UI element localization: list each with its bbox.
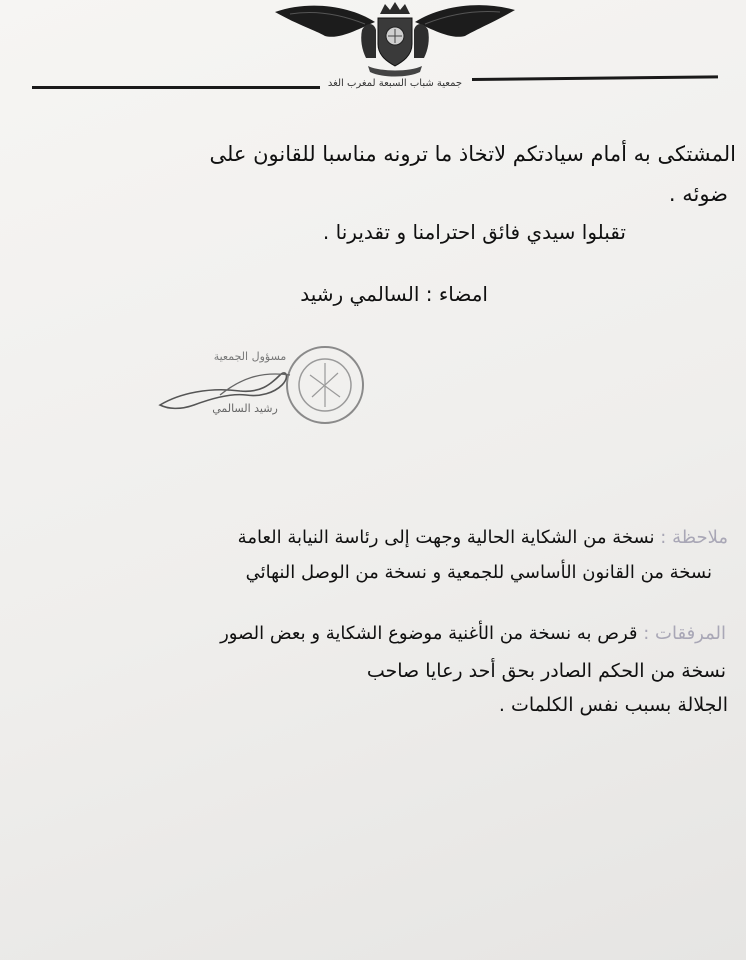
note-text-1: نسخة من الشكاية الحالية وجهت إلى رئاسة النيابة العامة — [237, 527, 655, 548]
header-divider-left — [32, 86, 320, 89]
signature-line: امضاء : السالمي رشيد — [300, 282, 488, 306]
letterhead — [0, 0, 746, 105]
attachments-line-2: نسخة من الحكم الصادر بحق أحد رعايا صاحب — [366, 660, 726, 682]
body-line-1: المشتكى به أمام سيادتكم لاتخاذ ما ترونه مناسبا للقانون على — [209, 142, 736, 166]
attachments-label: المرفقات : — [643, 623, 726, 644]
body-line-2: ضوئه . — [668, 182, 728, 206]
stamp-name: رشيد السالمي — [212, 402, 278, 415]
note-line-2: نسخة من القانون الأساسي للجمعية و نسخة من الوصل النهائي — [245, 562, 712, 583]
royal-emblem-logo — [270, 0, 520, 80]
attachments-text-1: قرص به نسخة من الأغنية موضوع الشكاية و بعض الصور — [220, 623, 638, 644]
closing-line: تقبلوا سيدي فائق احترامنا و تقديرنا . — [322, 220, 626, 244]
note-line-1 — [238, 527, 728, 548]
attachments-line-1 — [220, 623, 726, 644]
note-label: ملاحظة : — [660, 527, 728, 548]
stamp-title: مسؤول الجمعية — [213, 350, 287, 363]
attachments-line-3: الجلالة بسبب نفس الكلمات . — [498, 694, 728, 716]
organization-name: جمعية شباب السبعة لمغرب الغد — [327, 78, 463, 89]
